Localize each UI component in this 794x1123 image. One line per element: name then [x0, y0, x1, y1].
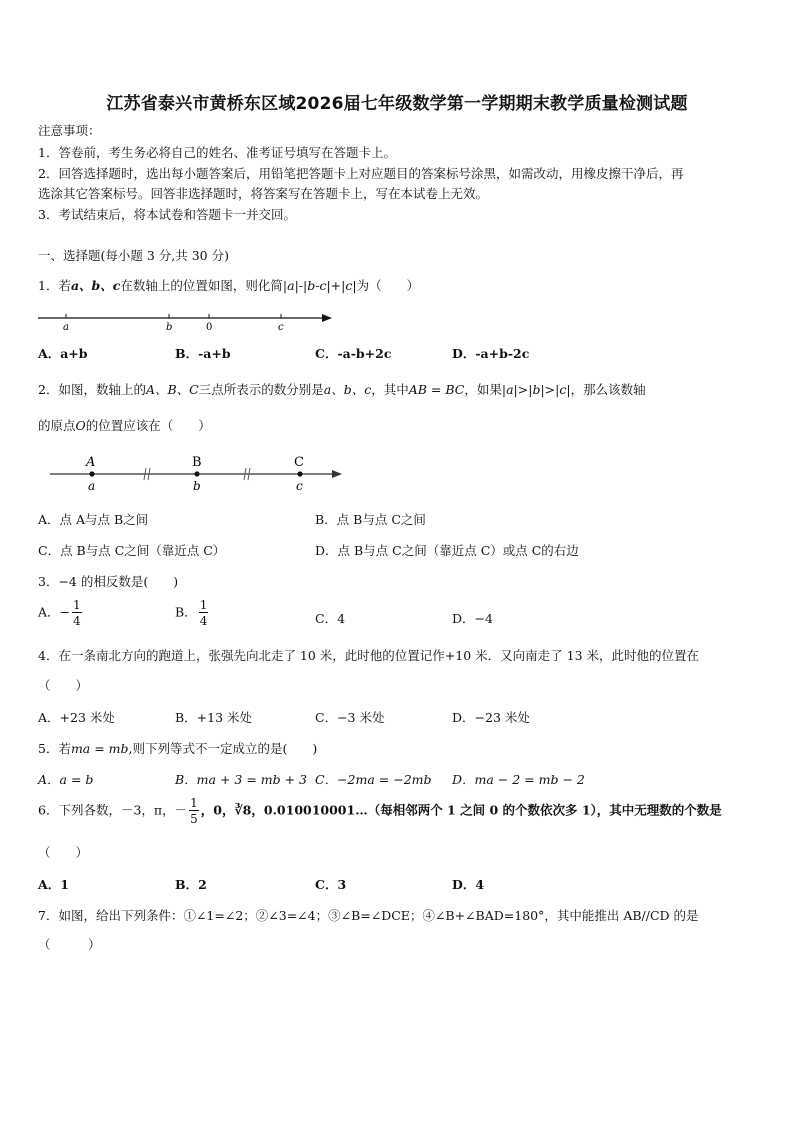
q1-option-a[interactable]: A．a+b: [38, 346, 88, 361]
q2-point-label-c-upper: C: [294, 455, 304, 470]
q1-option-c[interactable]: C．-a-b+2c: [315, 346, 392, 361]
q6-option-d[interactable]: D．4: [452, 877, 485, 892]
q4-option-a[interactable]: A．+23 米处: [38, 710, 115, 725]
q2-point-label-b-lower: b: [193, 479, 201, 493]
notice-item-2: 2．回答选择题时，选出每小题答案后，用铅笔把答题卡上对应题目的答案标号涂黑，如需改动，用橡皮擦干净后，再: [38, 166, 684, 181]
question-2-stem: 2．如图，数轴上的A、B、C三点所表示的数分别是a、b、c，其中AB = BC，如果|a|>|b|>|c|，那么该数轴: [38, 382, 646, 397]
section-heading: 一、选择题(每小题 3 分,共 30 分): [38, 248, 229, 263]
q2-option-a[interactable]: A．点 A与点 B之间: [38, 512, 149, 527]
q1-axis-label-c: c: [278, 322, 284, 333]
q6-option-c[interactable]: C．3: [315, 877, 347, 892]
q3-option-d[interactable]: D．−4: [452, 611, 493, 626]
q2-option-c[interactable]: C．点 B与点 C之间（靠近点 C）: [38, 543, 226, 558]
q1-number-line: [36, 308, 336, 338]
q3-option-c[interactable]: C．4: [315, 611, 346, 626]
question-3-stem: 3．−4 的相反数是( ): [38, 574, 179, 589]
q5-option-c[interactable]: C．−2ma = −2mb: [315, 772, 432, 787]
notice-item-3: 3．考试结束后，将本试卷和答题卡一并交回。: [38, 207, 296, 222]
q2-number-line: [46, 452, 346, 494]
q5-option-a[interactable]: A．a = b: [38, 772, 94, 787]
q1-axis-label-0: 0: [206, 322, 213, 333]
notice-heading: 注意事项：: [38, 123, 101, 138]
question-4-stem: 4．在一条南北方向的跑道上，张强先向北走了 10 米，此时他的位置记作+10 米．又向南走了 13 米，此时他的位置在: [38, 648, 700, 663]
q2-point-label-b-upper: B: [192, 455, 202, 470]
question-2-stem-cont: 的原点O的位置应该在（ ）: [38, 418, 211, 433]
q6-option-b[interactable]: B．2: [175, 877, 207, 892]
question-6-stem-cont: （ ）: [38, 845, 89, 860]
q1-axis-label-a: a: [63, 322, 69, 333]
question-7-stem-cont: （ ）: [38, 937, 101, 952]
q3-option-b[interactable]: B． $\frac{1}{4}$: [175, 598, 208, 628]
q2-point-label-a-upper: A: [86, 455, 96, 470]
q5-option-d[interactable]: D．ma − 2 = mb − 2: [452, 772, 585, 787]
question-6-stem: 6．下列各数，－3，π，－ $\frac{1}{5}$ ，0，∛8，0.010010001…（每相邻两个 1 之间 0 的个数依次多 1），其中无理数的个数是: [38, 796, 722, 826]
question-5-stem: 5．若ma = mb,则下列等式不一定成立的是( ): [38, 741, 318, 756]
q1-option-b[interactable]: B．-a+b: [175, 346, 231, 361]
q1-axis-label-b: b: [166, 322, 173, 333]
notice-item-2-cont: 选涂其它答案标号。回答非选择题时，将答案写在答题卡上，写在本试卷上无效。: [38, 186, 489, 201]
q4-option-b[interactable]: B．+13 米处: [175, 710, 253, 725]
q4-option-c[interactable]: C．−3 米处: [315, 710, 385, 725]
q4-option-d[interactable]: D．−23 米处: [452, 710, 530, 725]
q2-point-label-a-lower: a: [88, 479, 96, 493]
q2-option-b[interactable]: B．点 B与点 C之间: [315, 512, 426, 527]
question-1-stem: 1．若a、b、c在数轴上的位置如图，则化简|a|-|b-c|+|c|为（ ）: [38, 278, 420, 293]
question-4-stem-cont: （ ）: [38, 678, 89, 693]
q3-option-a[interactable]: A．− $\frac{1}{4}$: [38, 598, 81, 628]
question-7-stem: 7．如图，给出下列条件：①∠1=∠2；②∠3=∠4；③∠B=∠DCE；④∠B+∠BAD=180°，其中能推出 AB//CD 的是: [38, 908, 699, 923]
q6-option-a[interactable]: A．1: [38, 877, 69, 892]
notice-item-1: 1．答卷前，考生务必将自己的姓名、准考证号填写在答题卡上。: [38, 145, 396, 160]
q5-option-b[interactable]: B．ma + 3 = mb + 3: [175, 772, 308, 787]
q2-option-d[interactable]: D．点 B与点 C之间（靠近点 C）或点 C的右边: [315, 543, 579, 558]
page-title: 江苏省泰兴市黄桥东区域2026届七年级数学第一学期期末教学质量检测试题: [106, 94, 688, 114]
q2-point-label-c-lower: c: [296, 479, 303, 493]
q1-option-d[interactable]: D．-a+b-2c: [452, 346, 530, 361]
